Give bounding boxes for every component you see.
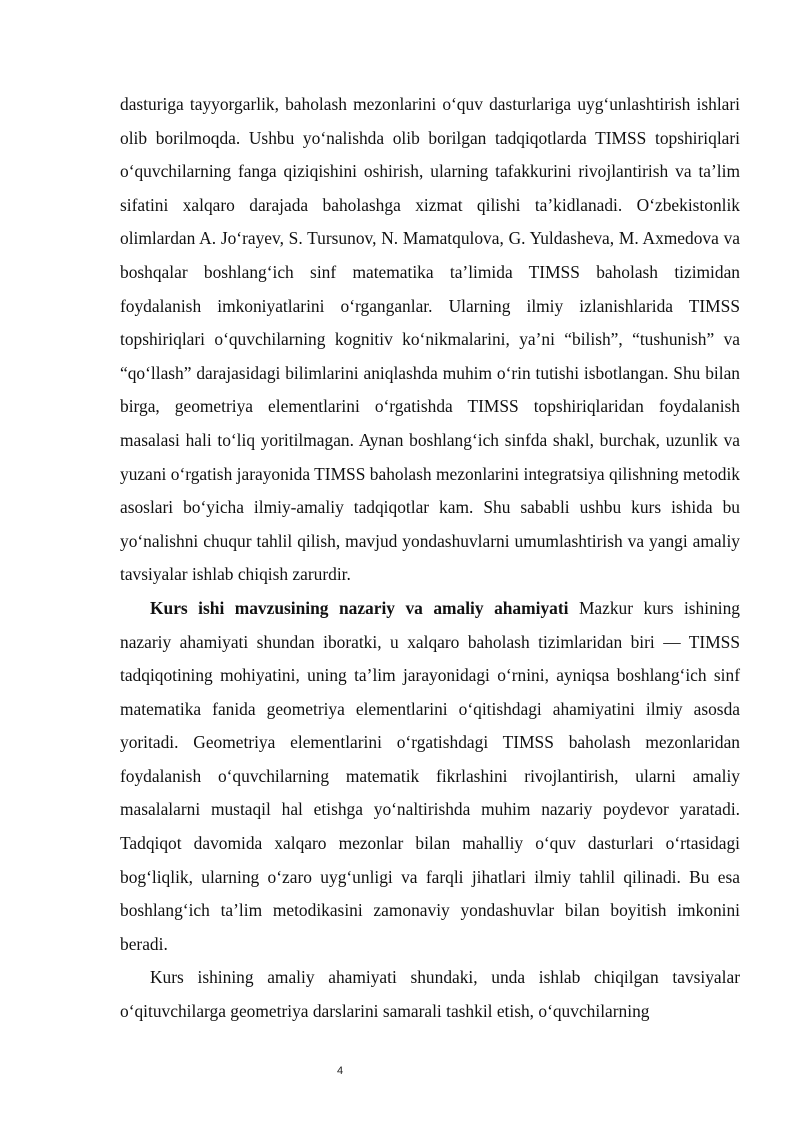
page-number: 4 <box>336 1065 344 1077</box>
paragraph-2-body: Mazkur kurs ishining nazariy ahamiyati shundan iboratki, u xalqaro baholash tizimlaridan biri — TIMSS tadqiqotining mohiyatini, uning ta’lim jarayonidagi o‘rnini, ayniqsa boshlang‘ich sinf matematika fanida geometriya elementlarini o‘qitishdagi ahamiyatini ilmiy asosda yoritadi. Geometriya elementlarini o‘rgatishdagi TIMSS baholash mezonlaridan foydalanish o‘quvchilarning matematik fikrlashini rivojlantirish, ularni amaliy masalalarni mustaqil hal etishga yo‘naltirishda muhim nazariy poydevor yaratadi. Tadqiqot davomida xalqaro mezonlar bilan mahalliy o‘quv dasturlari o‘rtasidagi bog‘liqlik, ularning o‘zaro uyg‘unligi va farqli jihatlari ilmiy tahlil qilinadi. Bu esa boshlang‘ich ta’lim metodikasini zamonaviy yondashuvlar bilan boyitish imkonini beradi. <box>120 597 740 954</box>
paragraph-2-heading: Kurs ishi mavzusining nazariy va amaliy ahamiyati <box>150 597 569 618</box>
paragraph-2 <box>120 592 740 962</box>
paragraph-1: dasturiga tayyorgarlik, baholash mezonlarini o‘quv dasturlariga uyg‘unlashtirish ishlari olib borilmoqda. Ushbu yo‘nalishda olib borilgan tadqiqotlarda TIMSS topshiriqlari o‘quvchilarning fanga qiziqishini oshirish, ularning tafakkurini rivojlantirish va ta’lim sifatini xalqaro darajada baholashga xizmat qilishi ta’kidlanadi. O‘zbekistonlik olimlardan A. Jo‘rayev, S. Tursunov, N. Mamatqulova, G. Yuldasheva, M. Axmedova va boshqalar boshlang‘ich sinf matematika ta’limida TIMSS baholash tizimidan foydalanish imkoniyatlarini o‘rganganlar. Ularning ilmiy izlanishlarida TIMSS topshiriqlari o‘quvchilarning kognitiv ko‘nikmalarini, ya’ni “bilish”, “tushunish” va “qo‘llash” darajasidagi bilimlarini aniqlashda muhim o‘rin tutishi isbotlangan. Shu bilan birga, geometriya elementlarini o‘rgatishda TIMSS topshiriqlaridan foydalanish masalasi hali to‘liq yoritilmagan. Aynan boshlang‘ich sinfda shakl, burchak, uzunlik va yuzani o‘rgatish jarayonida TIMSS baholash mezonlarini integratsiya qilishning metodik asoslari bo‘yicha ilmiy-amaliy tadqiqotlar kam. Shu sababli ushbu kurs ishida bu yo‘nalishni chuqur tahlil qilish, mavjud yondashuvlarni umumlashtirish va yangi amaliy tavsiyalar ishlab chiqish zarurdir. <box>120 94 740 585</box>
paragraph-3: Kurs ishining amaliy ahamiyati shundaki, unda ishlab chiqilgan tavsiyalar o‘qituvchilarga geometriya darslarini samarali tashkil etish, o‘quvchilarning <box>120 967 740 1022</box>
document-page <box>120 88 740 1029</box>
